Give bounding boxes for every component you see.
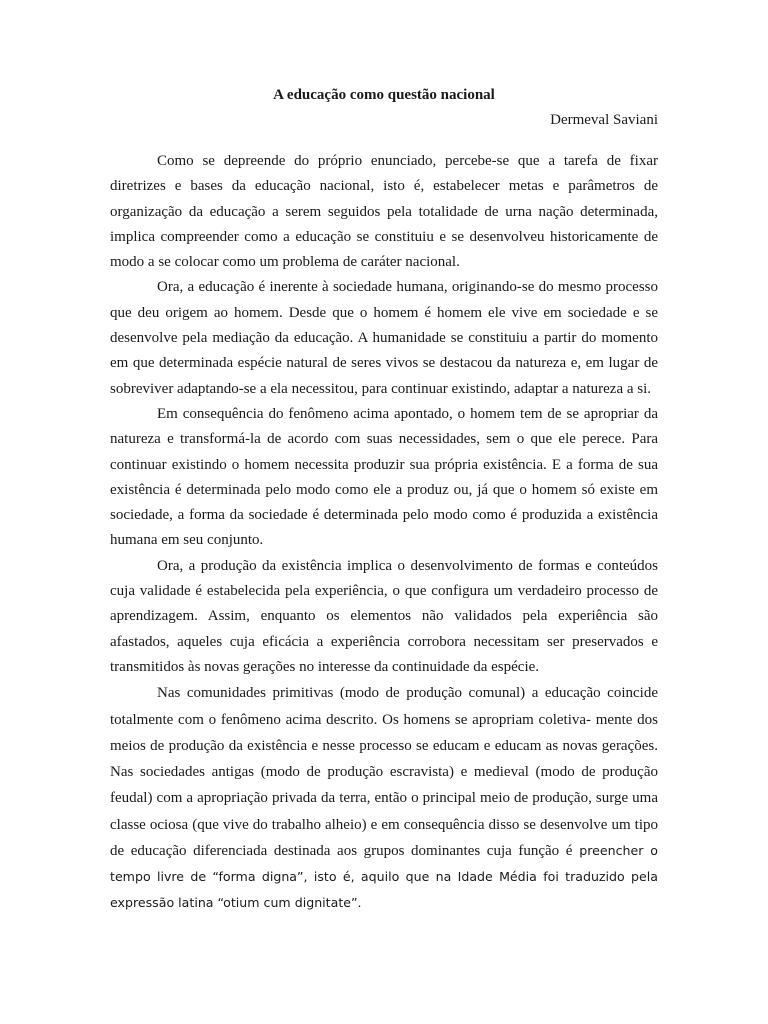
paragraph-serif-part: Nas comunidades primitivas (modo de produção comunal) a educação coincide totalmente com o fenômeno acima descrito. Os homens se apropriam coletiva- mente dos meios de produção da existência e nesse processo se educam e educam as novas gerações. Nas sociedades antigas (modo de produção escravista) e medieval (modo de produção feudal) com a apropriação privada da terra, então o principal meio de produção, surge uma classe ociosa (que vive do trabalho alheio) e em consequência disso se desenvolve um tipo de educação diferenciada destinada aos grupos dominantes cuja função é bbox=[110, 685, 658, 860]
paragraph-sans-part: preencher o tempo livre de “forma digna”, isto é, aquilo que na Idade Média foi traduzido pela expressão latina “otium cum dignitate”. bbox=[110, 843, 659, 910]
paragraph: Em consequência do fenômeno acima apontado, o homem tem de se apropriar da natureza e transformá-la de acordo com suas necessidades, sem o que ele perece. Para continuar existindo o homem necessita produzir sua própria existência. E a forma de sua existência é determinada pelo modo como ele a produz ou, já que o homem só existe em sociedade, a forma da sociedade é determinada pelo modo como é produzida a existência humana em seu conjunto. bbox=[110, 405, 658, 549]
paragraph bbox=[110, 680, 658, 915]
document-title: A educação como questão nacional bbox=[273, 87, 495, 103]
paragraph: Ora, a educação é inerente à sociedade humana, originando-se do mesmo processo que deu origem ao homem. Desde que o homem é homem ele vive em sociedade e se desenvolve pela mediação da educação. A humanidade se constituiu a partir do momento em que determinada espécie natural de seres vivos se destacou da natureza e, em lugar de sobreviver adaptando-se a ela necessitou, para continuar existindo, adaptar a natureza a si. bbox=[110, 279, 658, 397]
document-author: Dermeval Saviani bbox=[550, 112, 658, 128]
document-body bbox=[110, 149, 658, 915]
paragraph: Como se depreende do próprio enunciado, percebe-se que a tarefa de fixar diretrizes e bases da educação nacional, isto é, estabelecer metas e parâmetros de organização da educação a serem seguidos pela totalidade de urna nação determinada, implica compreender como a educação se constituiu e se desenvolveu historicamente de modo a se colocar como um problema de caráter nacional. bbox=[110, 153, 658, 271]
paragraph: Ora, a produção da existência implica o desenvolvimento de formas e conteúdos cuja validade é estabelecida pela experiência, o que configura um verdadeiro processo de aprendizagem. Assim, enquanto os elementos não validados pela experiência são afastados, aqueles cuja eficácia a experiência corrobora necessitam ser preservados e transmitidos às novas gerações no interesse da continuidade da espécie. bbox=[110, 557, 658, 675]
